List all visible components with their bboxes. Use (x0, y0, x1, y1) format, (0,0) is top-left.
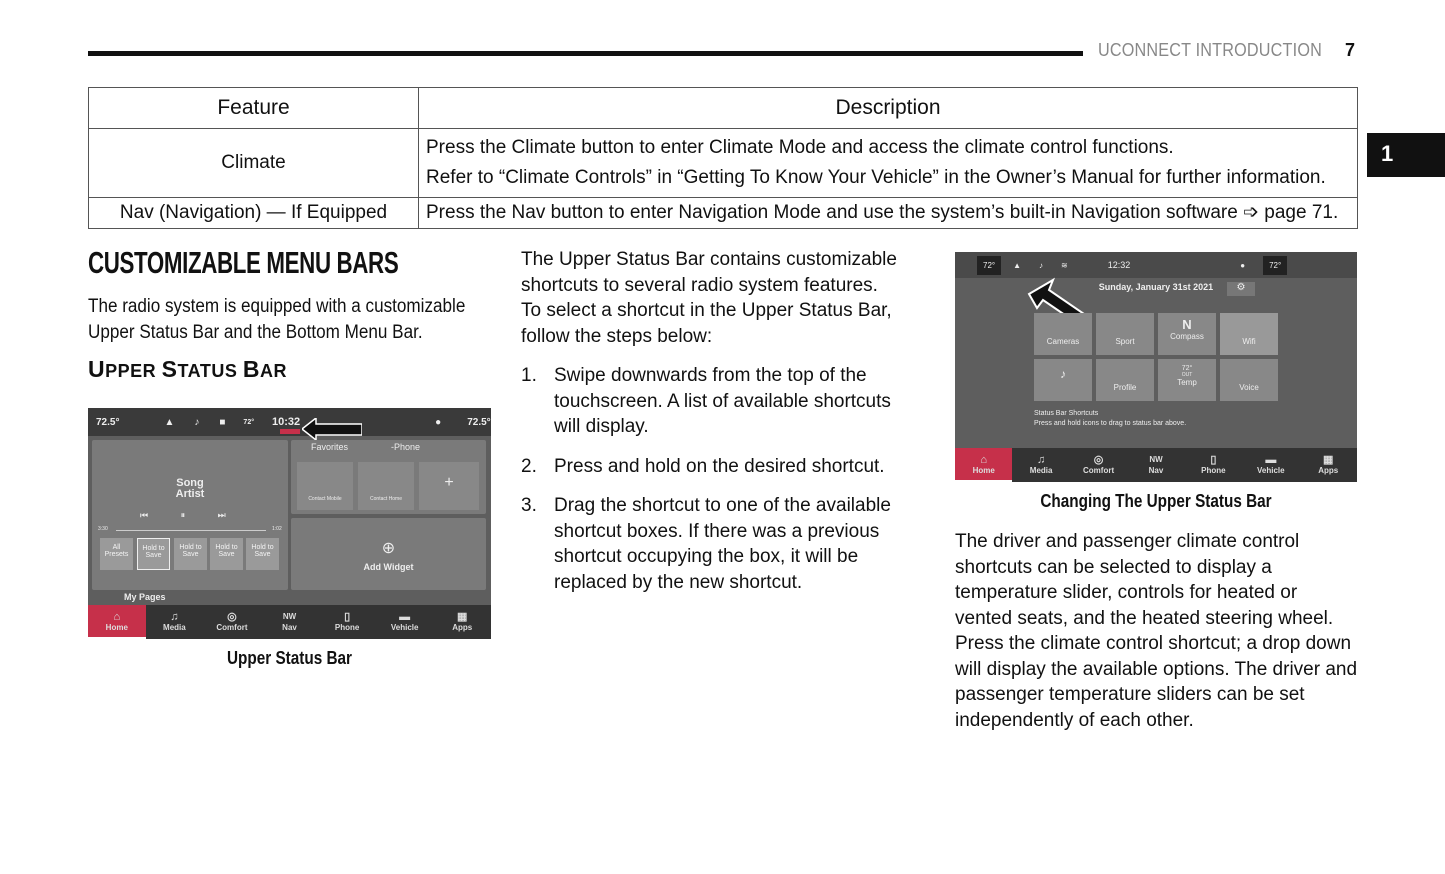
contact-mobile[interactable]: Contact Mobile (297, 462, 353, 510)
feature-cell: Nav (Navigation) — If Equipped (89, 198, 419, 229)
shortcut-compass[interactable]: N Compass (1158, 313, 1216, 355)
nav-comfort[interactable]: ◎ Comfort (1083, 454, 1115, 475)
col-feature: Feature (89, 88, 419, 129)
text-line: Press the climate control shortcut; a drop down (955, 633, 1352, 654)
subheading: UPPER STATUS BAR (88, 356, 287, 382)
text-line: temperature slider, controls for heated or (955, 582, 1298, 603)
shortcut-cameras[interactable]: Cameras (1034, 313, 1092, 355)
header-rule (88, 51, 1083, 56)
intro-line: Upper Status Bar and the Bottom Menu Bar. (88, 321, 423, 343)
page-number: 7 (1345, 40, 1356, 60)
figure-caption: Upper Status Bar (226, 648, 352, 668)
list-item: 3. Drag the shortcut to one of the available shortcut boxes. If there was a previous shortcut occupying the box, it will be replaced by the new shortcut. (521, 495, 891, 593)
text-line: independently of each other. (955, 709, 1194, 731)
add-favorite-button[interactable]: + (419, 462, 479, 510)
nav-vehicle[interactable]: ▬ Vehicle (390, 611, 419, 632)
intro-line: The radio system is equipped with a customizable (88, 296, 466, 317)
nav-nav[interactable]: NW Nav (282, 612, 297, 632)
text-line: vented seats, and the heated steering wheel. (955, 607, 1334, 629)
text-line: follow the steps below: (521, 325, 713, 347)
bell-icon: ♪ (194, 416, 200, 428)
table-row (89, 198, 1358, 229)
shortcut-wifi[interactable]: Wifi (1220, 313, 1278, 355)
settings-gear-icon[interactable]: ⚙ (1227, 282, 1255, 296)
profile-icon: ▲ (1013, 260, 1022, 270)
figure-caption: Changing The Upper Status Bar (1040, 491, 1272, 511)
table-row (89, 129, 1358, 198)
nav-comfort[interactable]: ◎ Comfort (216, 611, 248, 632)
mic-icon: ● (1240, 260, 1246, 270)
bottom-menu-bar (88, 605, 491, 639)
contact-home[interactable]: Contact Home (358, 462, 414, 510)
nav-home[interactable]: ⌂ Home (88, 605, 146, 639)
my-pages[interactable]: My Pages (124, 592, 166, 602)
upper-status-bar-screenshot: 72.5° ▲ ♪ ■ 72° 10:32 ● 72.5° Song Artist ⏮ ⏸ ⏭ 3:30 1:02 All Presets Hold to Save Hold to Save Hold to Save Hold to Save Favorites -Phone Contact Mobile Contact Home + ⊕ Add Widget My Pages ⌂ Home ♫ Media ◎ Comfort NW Nav ▯ Phone ▬ Vehicle ▦ Apps (88, 408, 491, 639)
nav-apps[interactable]: ▦ Apps (1318, 454, 1339, 475)
shortcut-temp[interactable]: 72° OUT Temp (1158, 359, 1216, 401)
text-line: shortcuts can be selected to display a (955, 556, 1272, 578)
mic-icon: ● (435, 416, 442, 428)
profile-icon: ▲ (164, 416, 175, 428)
progress-bar[interactable] (116, 530, 266, 531)
wifi-icon: ≋ (1061, 260, 1068, 270)
feature-cell: Climate (89, 129, 419, 198)
shortcut-sport[interactable]: Sport (1096, 313, 1154, 355)
media-controls[interactable]: ⏮ ⏸ ⏭ (140, 510, 226, 520)
desc-line: Press the Climate button to enter Climate Mode and access the climate control functions. (426, 137, 1174, 158)
nav-apps[interactable]: ▦ Apps (452, 611, 473, 632)
text-line: The driver and passenger climate control (955, 531, 1300, 552)
feature-table (88, 87, 1358, 229)
nav-phone[interactable]: ▯ Phone (1201, 454, 1226, 475)
nav-vehicle[interactable]: ▬ Vehicle (1257, 454, 1285, 475)
preset-button[interactable]: Hold to Save (137, 538, 170, 570)
nav-home[interactable]: ⌂ Home (955, 448, 1012, 482)
col-description: Description (419, 88, 1358, 129)
status-bar-handle (280, 429, 300, 434)
nav-nav[interactable]: NW Nav (1148, 455, 1164, 475)
preset-button[interactable]: Hold to Save (174, 538, 207, 570)
desc-line: Refer to “Climate Controls” in “Getting To Know Your Vehicle” in the Owner’s Manual for further information. (426, 167, 1326, 188)
preset-button[interactable]: Hold to Save (210, 538, 243, 570)
shortcut-notifications[interactable]: ♪ (1034, 359, 1092, 401)
nav-phone[interactable]: ▯ Phone (334, 611, 360, 632)
preset-all[interactable]: All Presets (100, 538, 133, 570)
text-line: passenger temperature sliders can be set (955, 684, 1305, 705)
desc-line[interactable]: Press the Nav button to enter Navigation Mode and use the system’s built-in Navigation software ➩ page 71. (426, 202, 1339, 223)
shortcut-voice[interactable]: Voice (1220, 359, 1278, 401)
nav-media[interactable]: ♫ Media (163, 611, 186, 632)
list-item: 1. Swipe downwards from the top of the touchscreen. A list of available shortcuts will display. (521, 365, 891, 437)
description-cell (419, 129, 1358, 198)
text-line: To select a shortcut in the Upper Status Bar, (521, 300, 892, 321)
nav-media[interactable]: ♫ Media (1029, 454, 1053, 475)
text-line: The Upper Status Bar contains customizable (521, 249, 897, 270)
text-line: shortcuts to several radio system features. (521, 274, 878, 296)
bell-icon: ♪ (1039, 260, 1044, 270)
date-label: Sunday, January 31st 2021 (1098, 282, 1214, 292)
hint: Status Bar Shortcuts Press and hold icons to drag to status bar above. (1034, 410, 1187, 427)
bottom-menu-bar (955, 448, 1357, 482)
shortcut-profile[interactable]: Profile (1096, 359, 1154, 401)
add-widget-button[interactable]: Add Widget (363, 562, 414, 572)
steps-list (521, 363, 921, 595)
list-item: 2. Press and hold on the desired shortcut. (521, 455, 885, 477)
camera-icon: ■ (219, 416, 226, 428)
preset-button[interactable]: Hold to Save (246, 538, 279, 570)
description-cell (419, 198, 1358, 229)
plus-circle-icon: ⊕ (381, 540, 396, 557)
section-title: UCONNECT INTRODUCTION (1098, 40, 1322, 60)
changing-status-bar-screenshot: 72° ▲ ♪ ≋ 12:32 ● 72° Sunday, January 31st 2021 ⚙ Cameras Sport N Compass Wifi ♪ Profile 72° OUT Temp Voice Status Bar Shortcuts Press and hold icons to drag to status bar above. ⌂ Home ♫ Media ◎ Comfort NW Nav ▯ Phone ▬ Vehicle ▦ Apps (955, 252, 1357, 482)
chapter-tab[interactable]: 1 (1367, 133, 1445, 177)
arrow-left-icon (302, 418, 362, 440)
section-heading: CUSTOMIZABLE MENU BARS (88, 245, 399, 280)
text-line: will display the available options. The driver and (955, 658, 1358, 680)
